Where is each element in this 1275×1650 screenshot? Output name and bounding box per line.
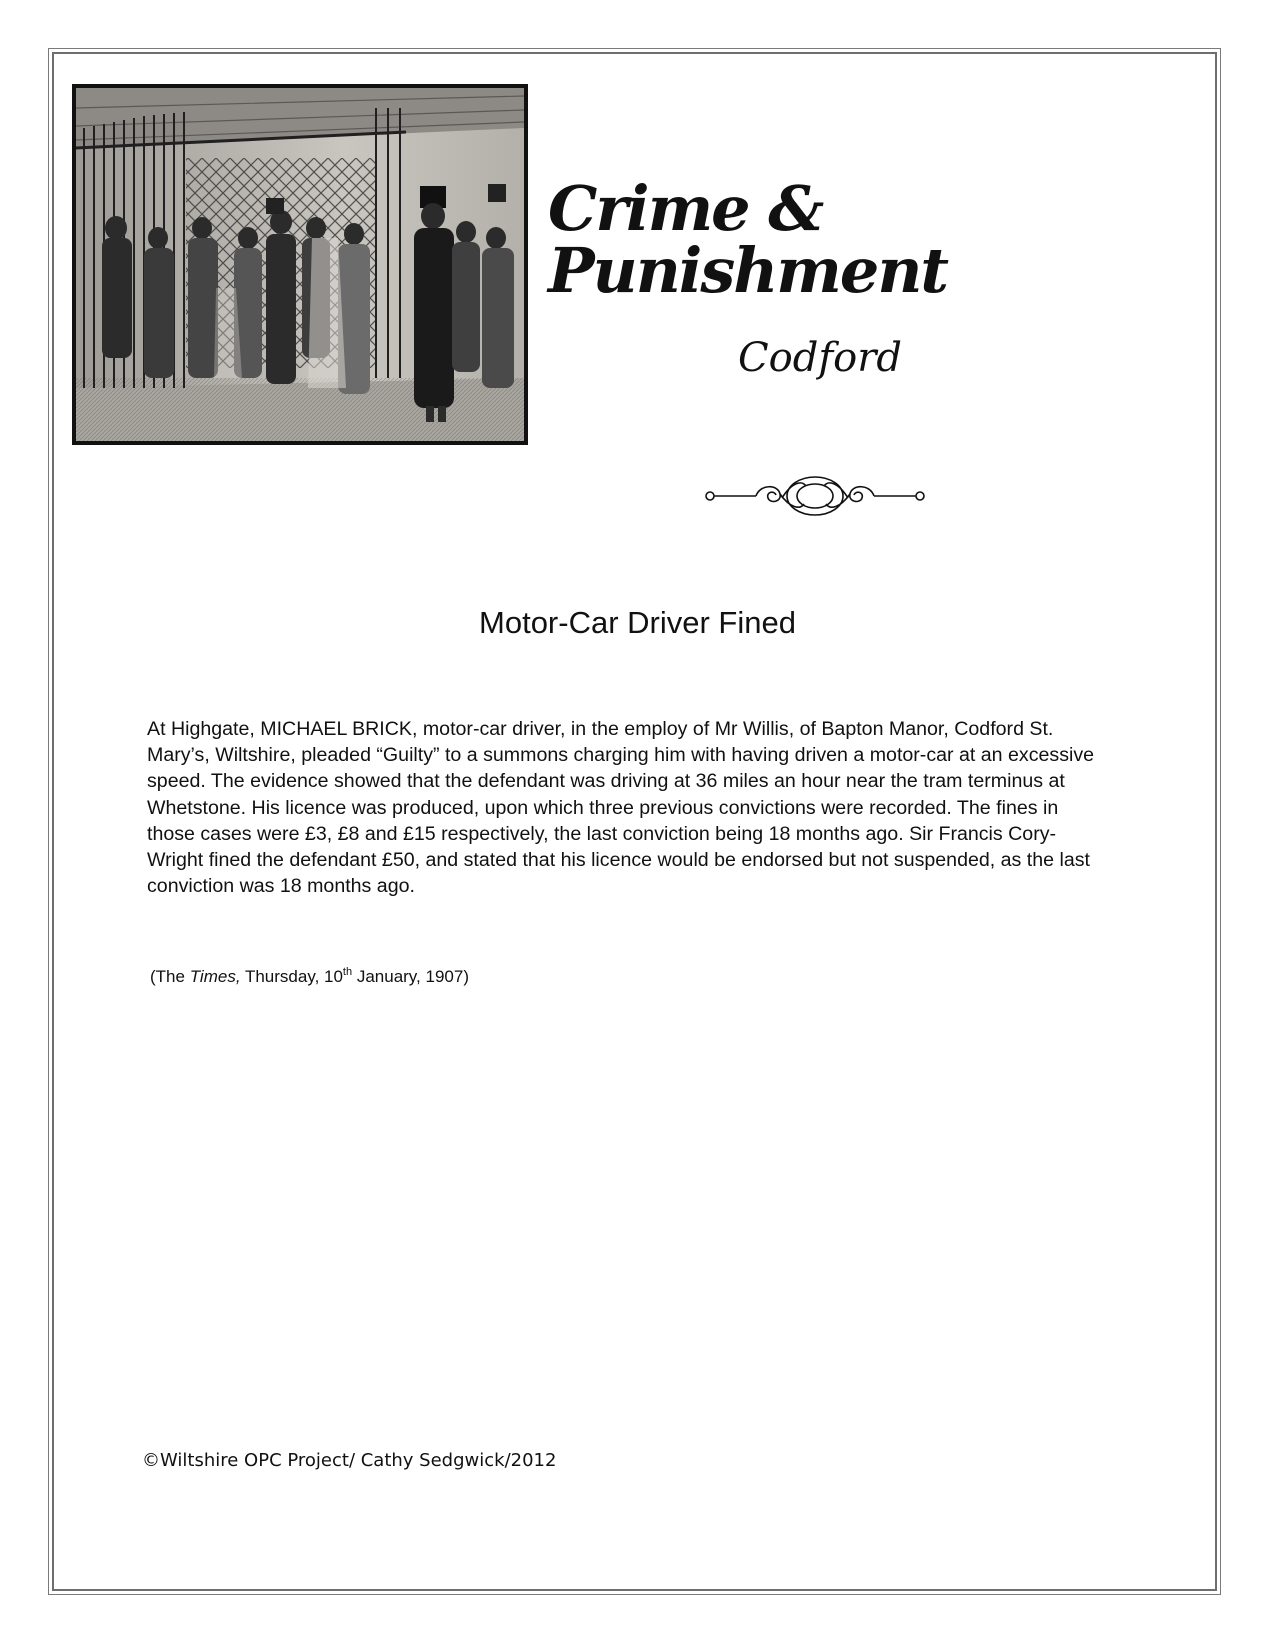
- citation-day: Thursday, 10: [240, 967, 343, 986]
- page-subtitle: Codford: [738, 335, 902, 381]
- citation-ordinal: th: [342, 966, 353, 978]
- article-body: At Highgate, MICHAEL BRICK, motor-car driver, in the employ of Mr Willis, of Bapton Manor, Codford St. Mary’s, Wiltshire, pleaded “Guilty” to a summons charging him with having driven a motor-car at an excessive speed. The evidence showed that the defendant was driving at 36 miles an hour near the tram terminus at Whetstone. His licence was produced, upon which three previous convictions were recorded. The fines in those cases were £3, £8 and £15 respectively, the last conviction being 18 months ago. Sir Francis Cory-Wright fined the defendant £50, and stated that his licence would be endorsed but not suspended, as the last conviction was 18 months ago.: [147, 718, 1095, 898]
- citation-open: (The: [150, 967, 190, 986]
- citation-date-rest: January, 1907): [352, 967, 469, 986]
- article-citation: [150, 966, 850, 988]
- copyright-footer: ©Wiltshire OPC Project/ Cathy Sedgwick/2012: [142, 1450, 557, 1471]
- scroll-divider-icon: [700, 468, 930, 524]
- article-headline: Motor-Car Driver Fined: [479, 605, 796, 640]
- page-title: Crime & Punishment: [548, 172, 948, 307]
- prison-gate-engraving-icon: [72, 84, 528, 445]
- citation-newspaper: Times,: [189, 967, 241, 986]
